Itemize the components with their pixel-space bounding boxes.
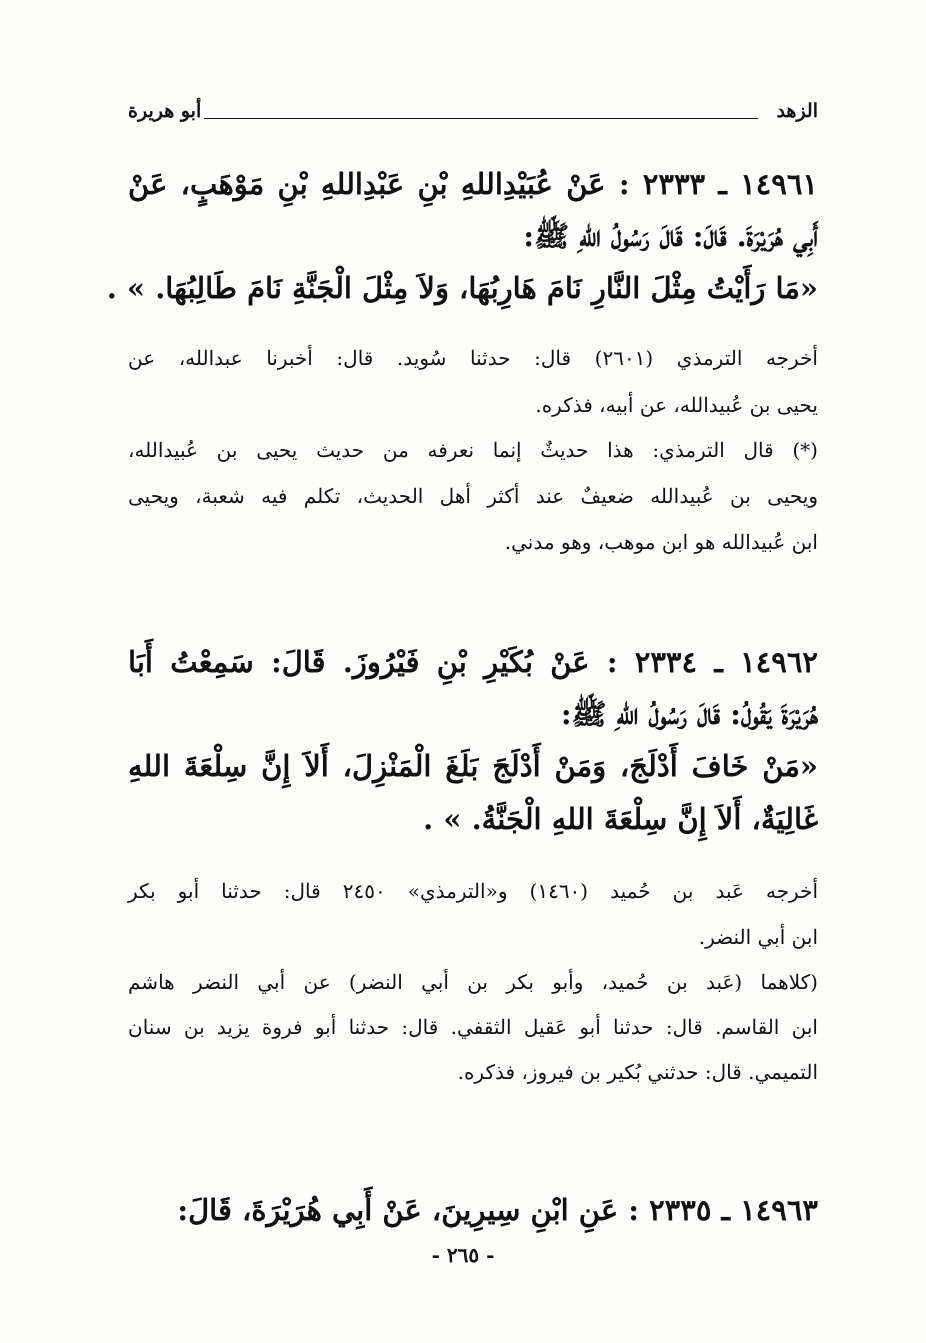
hadith-line: أَبِي هُرَيْرَةَ. قَالَ: قَالَ رَسُولُ اللهِ ﷺ: [523, 219, 818, 253]
takhrij-line: ابن أبي النضر. [698, 925, 818, 949]
takhrij-line: يحيى بن عُبيدالله، عن أبيه، فذكره. [535, 393, 818, 417]
hadith-line: ١٤٩٦٢ ـ ٢٣٣٤ : عَنْ بُكَيْرِ بْنِ فَيْرُوزَ. قَالَ: سَمِعْتُ أَبَا [128, 645, 818, 679]
takhrij-line: (*) قال الترمذي: هذا حديثٌ إنما نعرفه من حديث يحيى بن عُبيدالله، [128, 438, 818, 462]
hadith-line: ١٤٩٦٣ ـ ٢٣٣٥ : عَنِ ابْنِ سِيرِينَ، عَنْ أَبِي هُرَيْرَةَ، قَالَ: [177, 1193, 818, 1227]
takhrij-line: أخرجه الترمذي (٢٦٠١) قال: حدثنا سُويد. قال: أخبرنا عبدالله، عن [128, 346, 818, 370]
running-head-chapter: الزهد [776, 100, 818, 122]
hadith-line: غَالِيَةٌ، أَلاَ إِنَّ سِلْعَةَ اللهِ الْجَنَّةُ. » . [423, 802, 818, 836]
takhrij-line: أخرجه عَبد بن حُميد (١٤٦٠) و«الترمذي» ٢٤٥٠ قال: حدثنا أبو بكر [128, 879, 819, 903]
running-head-section: أبو هريرة [128, 100, 202, 122]
takhrij-line: ابن القاسم. قال: حدثنا أبو عَقيل الثقفي. قال: حدثنا أبو فروة يزيد بن سنان [128, 1015, 818, 1039]
running-head-rule [204, 118, 758, 119]
takhrij-line: ويحيى بن عُبيدالله ضعيفٌ عند أكثر أهل الحديث، تكلم فيه شعبة، ويحيى [128, 484, 818, 508]
hadith-line: هُرَيْرَةَ يَقُولُ: قَالَ رَسُولُ اللهِ ﷺ: [560, 697, 818, 731]
running-head [128, 96, 818, 130]
takhrij-line: ابن عُبيدالله هو ابن موهب، وهو مدني. [504, 530, 818, 554]
hadith-line: «مَا رَأَيْتُ مِثْلَ النَّارِ نَامَ هَارِبُهَا، وَلاَ مِثْلَ الْجَنَّةِ نَامَ طَالِبُهَا. » . [106, 271, 818, 305]
takhrij-line: التميمي. قال: حدثني بُكير بن فيروز، فذكره. [457, 1060, 818, 1084]
takhrij-line: (كلاهما (عَبد بن حُميد، وأبو بكر بن أبي النضر) عن أبي النضر هاشم [128, 970, 818, 994]
page-number: - ٢٦٥ - [431, 1243, 495, 1267]
hadith-line: «مَنْ خَافَ أَدْلَجَ، وَمَنْ أَدْلَجَ بَلَغَ الْمَنْزِلَ، أَلاَ إِنَّ سِلْعَةَ اللهِ [128, 749, 818, 783]
hadith-line: ١٤٩٦١ ـ ٢٣٣٣ : عَنْ عُبَيْدِاللهِ بْنِ عَبْدِاللهِ بْنِ مَوْهَبٍ، عَنْ [128, 167, 818, 201]
